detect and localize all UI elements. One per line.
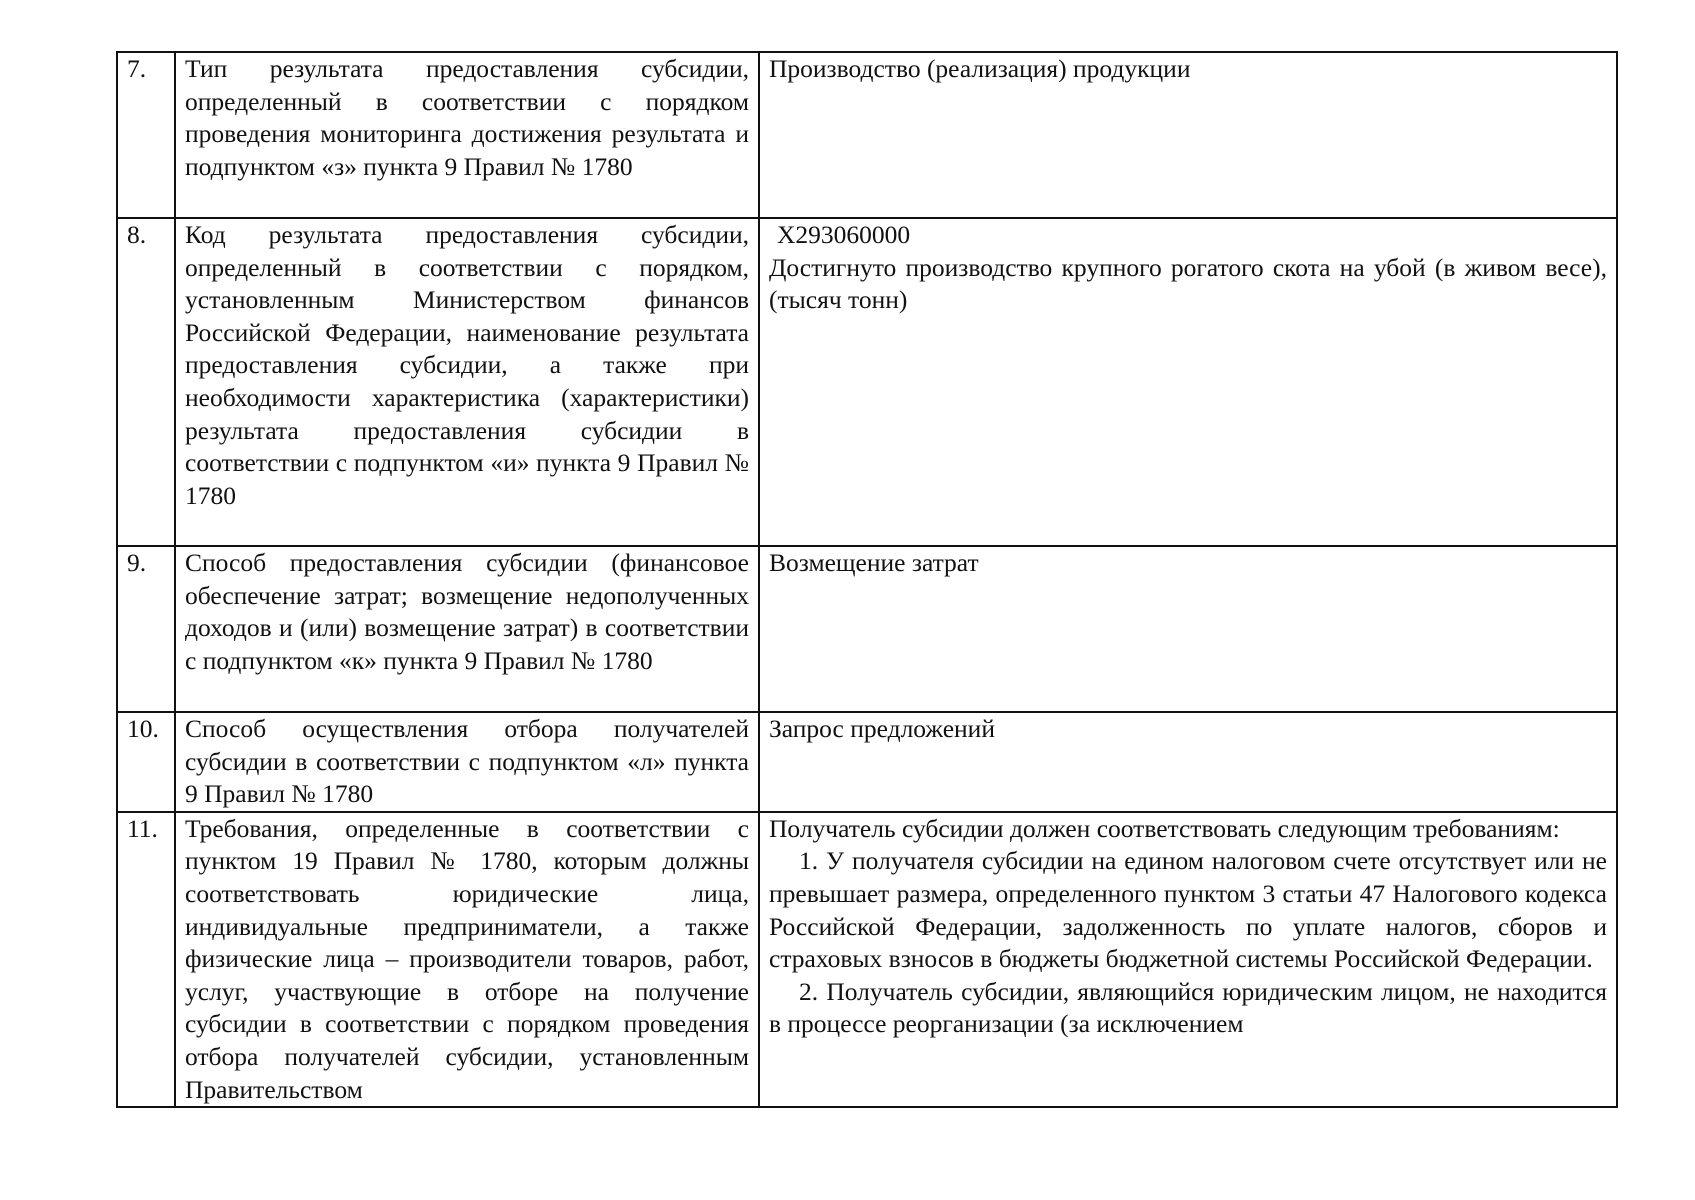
row-number: 11.: [117, 812, 175, 1107]
row-value: Запрос предложений: [759, 712, 1617, 812]
requirement-item: 1. У получателя субсидии на едином налоговом счете отсутствует или не превышает размера, определенного пунктом 3 статьи 47 Налогового кодекса Российской Федерации, задолженность по уплате налогов, сборов и страховых взносов в бюджеты бюджетной системы Российской Федерации.: [769, 846, 1607, 974]
requirement-item: 2. Получатель субсидии, являющийся юридическим лицом, не находится в процессе реорганизации (за исключением: [769, 976, 1607, 1039]
requirements-table: [116, 51, 1618, 1108]
row-number: 8.: [117, 218, 175, 546]
row-value: Возмещение затрат: [759, 546, 1617, 712]
row-number: 10.: [117, 712, 175, 812]
row-number: 9.: [117, 546, 175, 712]
result-code: X293060000: [777, 220, 911, 249]
row-number: 7.: [117, 52, 175, 218]
row-label: Код результата предоставления субсидии, определенный в соответствии с порядком, установленным Министерством финансов Российской Федерации, наименование результата предоставления субсидии, а также при необходимости характеристика (характеристики) результата предоставления субсидии в соответствии с подпунктом «и» пункта 9 Правил № 1780: [175, 218, 759, 546]
row-value-cell: [759, 812, 1617, 1107]
table-row: [117, 712, 1617, 812]
table-row: [117, 218, 1617, 546]
row-value: Производство (реализация) продукции: [759, 52, 1617, 218]
row-label: Тип результата предоставления субсидии, определенный в соответствии с порядком проведения мониторинга достижения результата и подпунктом «з» пункта 9 Правил № 1780: [175, 52, 759, 218]
row-label: Способ осуществления отбора получателей субсидии в соответствии с подпунктом «л» пункта 9 Правил № 1780: [175, 712, 759, 812]
table-row: [117, 52, 1617, 218]
table-row: [117, 546, 1617, 712]
row-label: Требования, определенные в соответствии с пунктом 19 Правил № 1780, которым должны соответствовать юридические лица, индивидуальные предприниматели, а также физические лица – производители товаров, работ, услуг, участвующие в отборе на получение субсидии в соответствии с порядком проведения отбора получателей субсидии, установленным Правительством: [175, 812, 759, 1107]
requirements-intro: Получатель субсидии должен соответствовать следующим требованиям:: [769, 813, 1560, 843]
row-value-cell: [759, 218, 1617, 546]
table-row: [117, 812, 1617, 1107]
row-label: Способ предоставления субсидии (финансовое обеспечение затрат; возмещение недополученных доходов и (или) возмещение затрат) в соответствии с подпунктом «к» пункта 9 Правил № 1780: [175, 546, 759, 712]
result-name: Достигнуто производство крупного рогатого скота на убой (в живом весе), (тысяч тонн): [769, 252, 1607, 315]
